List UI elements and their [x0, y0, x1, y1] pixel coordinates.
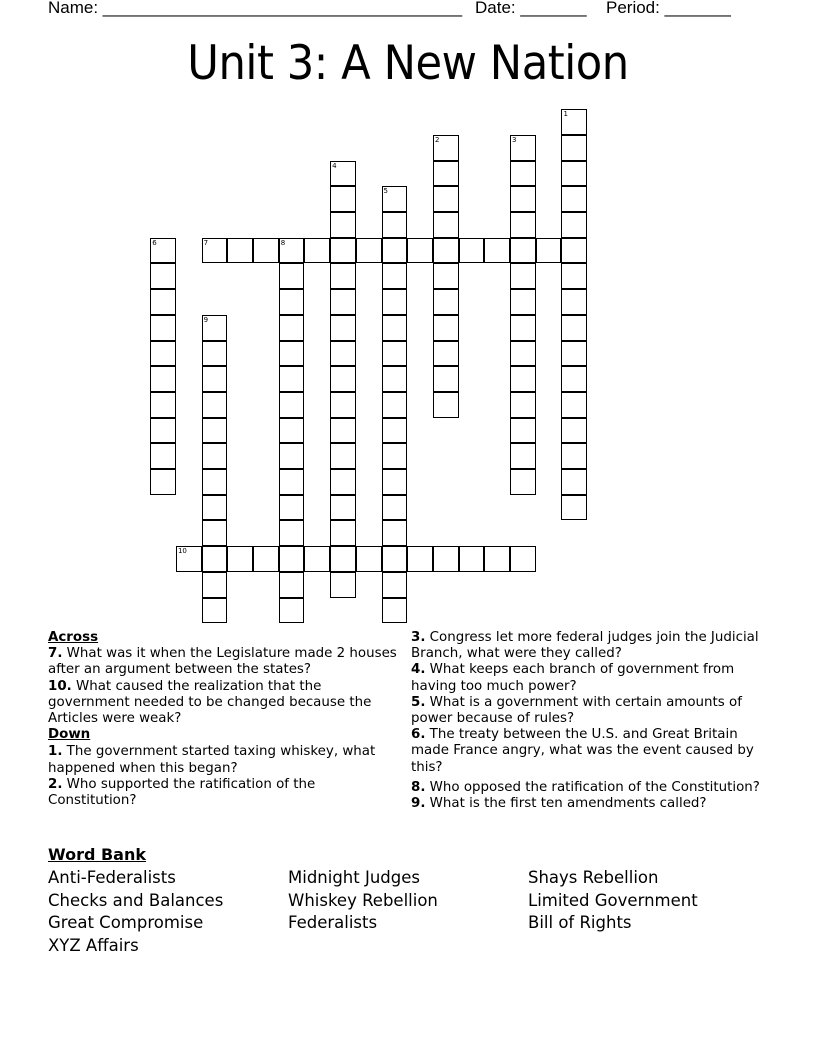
crossword-cell[interactable]	[433, 263, 459, 289]
crossword-cell[interactable]	[227, 238, 253, 264]
crossword-cell[interactable]	[433, 238, 459, 264]
crossword-cell[interactable]	[459, 238, 485, 264]
date-field[interactable]: Date: _______	[475, 0, 587, 17]
crossword-cell[interactable]	[433, 315, 459, 341]
clue-across-7	[48, 646, 403, 678]
crossword-cell[interactable]	[382, 212, 408, 238]
crossword-cell[interactable]	[561, 263, 587, 289]
crossword-cell[interactable]	[150, 263, 176, 289]
crossword-cell[interactable]	[433, 186, 459, 212]
crossword-cell[interactable]	[561, 289, 587, 315]
crossword-cell[interactable]	[279, 572, 305, 598]
crossword-cell[interactable]	[330, 161, 356, 187]
crossword-cell[interactable]	[202, 366, 228, 392]
crossword-cell[interactable]	[279, 238, 305, 264]
clue-down-4	[411, 662, 771, 694]
crossword-cell[interactable]	[330, 238, 356, 264]
clue-number: 2.	[48, 776, 63, 792]
crossword-cell[interactable]	[202, 315, 228, 341]
crossword-cell[interactable]	[202, 572, 228, 598]
crossword-cell[interactable]	[150, 443, 176, 469]
clue-number: 7.	[48, 646, 63, 662]
word-bank-column-2	[288, 867, 438, 935]
word-bank-item: Bill of Rights	[528, 913, 632, 933]
crossword-cell[interactable]	[330, 315, 356, 341]
crossword-cell[interactable]	[510, 341, 536, 367]
clue-text: Congress let more federal judges join the Judicial Branch, what were they called?	[411, 630, 759, 662]
crossword-cell[interactable]	[330, 520, 356, 546]
word-bank-item: Anti-Federalists	[48, 868, 176, 887]
down-heading: Down	[48, 727, 91, 743]
crossword-cell[interactable]	[356, 238, 382, 264]
crossword-cell[interactable]	[382, 186, 408, 212]
crossword-cell[interactable]	[330, 186, 356, 212]
crossword-cell[interactable]	[330, 289, 356, 315]
crossword-cell[interactable]	[382, 572, 408, 598]
crossword-cell[interactable]	[536, 238, 562, 264]
crossword-cell[interactable]	[433, 546, 459, 572]
clue-number-label: 5	[383, 187, 389, 196]
crossword-cell[interactable]	[407, 546, 433, 572]
crossword-cell[interactable]	[279, 392, 305, 418]
clue-across-10	[48, 679, 403, 728]
crossword-cell[interactable]	[202, 546, 228, 572]
clue-down-9	[411, 796, 771, 812]
clue-text: What was it when the Legislature made 2 houses after an argument between the states?	[48, 646, 397, 678]
crossword-cell[interactable]	[202, 392, 228, 418]
crossword-cell[interactable]	[356, 546, 382, 572]
crossword-cell[interactable]	[279, 315, 305, 341]
crossword-cell[interactable]	[382, 238, 408, 264]
clue-number-label: 9	[203, 315, 209, 324]
clue-number: 8.	[411, 779, 426, 795]
crossword-cell[interactable]	[330, 572, 356, 598]
crossword-cell[interactable]	[433, 366, 459, 392]
clue-text: What keeps each branch of government from having too much power?	[411, 662, 735, 694]
name-field[interactable]: Name: ______________________________________	[48, 0, 463, 17]
crossword-cell[interactable]	[279, 469, 305, 495]
clue-number: 9.	[411, 796, 426, 812]
crossword-cell[interactable]	[407, 238, 433, 264]
crossword-cell[interactable]	[150, 366, 176, 392]
crossword-cell[interactable]	[382, 289, 408, 315]
crossword-cell[interactable]	[150, 469, 176, 495]
crossword-cell[interactable]	[202, 495, 228, 521]
crossword-cell[interactable]	[330, 341, 356, 367]
crossword-cell[interactable]	[279, 443, 305, 469]
crossword-cell[interactable]	[561, 469, 587, 495]
crossword-cell[interactable]	[510, 135, 536, 161]
crossword-cell[interactable]	[561, 495, 587, 521]
crossword-cell[interactable]	[330, 469, 356, 495]
word-bank-column-3	[528, 867, 698, 935]
crossword-cell[interactable]	[253, 546, 279, 572]
clue-number: 3.	[411, 630, 426, 645]
crossword-cell[interactable]	[510, 366, 536, 392]
crossword-cell[interactable]	[150, 418, 176, 444]
clue-down-8	[411, 780, 771, 796]
crossword-cell[interactable]	[382, 469, 408, 495]
clue-number: 4.	[411, 662, 426, 678]
crossword-cell[interactable]	[279, 495, 305, 521]
clue-text: What is the first ten amendments called?	[429, 796, 707, 812]
period-field[interactable]: Period: _______	[606, 0, 731, 17]
crossword-cell[interactable]	[304, 546, 330, 572]
crossword-cell[interactable]	[279, 289, 305, 315]
crossword-cell[interactable]	[561, 109, 587, 135]
crossword-cell[interactable]	[561, 135, 587, 161]
crossword-cell[interactable]	[279, 418, 305, 444]
crossword-cell[interactable]	[382, 341, 408, 367]
clues-right	[411, 630, 771, 812]
crossword-cell[interactable]	[150, 289, 176, 315]
crossword-cell[interactable]	[253, 238, 279, 264]
clue-text: What caused the realization that the government needed to be changed because the Articles were weak?	[48, 678, 372, 727]
crossword-cell[interactable]	[382, 546, 408, 572]
clue-text: Who supported the ratification of the Constitution?	[48, 776, 316, 809]
crossword-cell[interactable]	[510, 469, 536, 495]
crossword-cell[interactable]	[510, 392, 536, 418]
crossword-cell[interactable]	[382, 443, 408, 469]
crossword-cell[interactable]	[510, 289, 536, 315]
crossword-cell[interactable]	[330, 418, 356, 444]
crossword-cell[interactable]	[202, 520, 228, 546]
crossword-cell[interactable]	[561, 341, 587, 367]
word-bank-item: Midnight Judges	[288, 868, 420, 887]
crossword-cell[interactable]	[330, 366, 356, 392]
crossword-cell[interactable]	[150, 392, 176, 418]
crossword-cell[interactable]	[202, 341, 228, 367]
crossword-cell[interactable]	[176, 546, 202, 572]
crossword-cell[interactable]	[561, 161, 587, 187]
crossword-cell[interactable]	[150, 315, 176, 341]
crossword-cell[interactable]	[561, 238, 587, 264]
word-bank-title: Word Bank	[48, 845, 147, 864]
crossword-cell[interactable]	[382, 520, 408, 546]
crossword-cell[interactable]	[459, 546, 485, 572]
crossword-cell[interactable]	[279, 341, 305, 367]
crossword-cell[interactable]	[561, 212, 587, 238]
crossword-cell[interactable]	[382, 366, 408, 392]
clue-down-2	[48, 777, 403, 809]
crossword-cell[interactable]	[510, 418, 536, 444]
crossword-cell[interactable]	[382, 495, 408, 521]
crossword-cell[interactable]	[330, 443, 356, 469]
clue-number-label: 1	[563, 110, 568, 119]
crossword-cell[interactable]	[561, 315, 587, 341]
crossword-cell[interactable]	[510, 212, 536, 238]
crossword-cell[interactable]	[279, 546, 305, 572]
clue-text: Who opposed the ratification of the Constitution?	[429, 779, 760, 795]
word-bank-item: Checks and Balances	[48, 890, 224, 910]
clue-number-label: 8	[280, 238, 286, 247]
crossword-cell[interactable]	[202, 469, 228, 495]
page-title: Unit 3: A New Nation	[187, 36, 629, 91]
crossword-cell[interactable]	[382, 598, 408, 624]
clue-number-label: 4	[332, 161, 337, 170]
word-bank-column-1	[48, 867, 223, 957]
word-bank-item: Shays Rebellion	[528, 868, 659, 887]
crossword-cell[interactable]	[433, 161, 459, 187]
crossword-cell[interactable]	[202, 598, 228, 624]
crossword-cell[interactable]	[510, 161, 536, 187]
crossword-cell[interactable]	[330, 212, 356, 238]
crossword-cell[interactable]	[433, 135, 459, 161]
crossword-cell[interactable]	[382, 263, 408, 289]
clue-number: 1.	[48, 744, 63, 760]
clue-down-1	[48, 744, 403, 776]
crossword-cell[interactable]	[510, 546, 536, 572]
crossword-cell[interactable]	[510, 443, 536, 469]
clue-text: The treaty between the U.S. and Great Britain made France angry, what was the event caused by this?	[411, 727, 754, 775]
word-bank-item: Whiskey Rebellion	[288, 890, 438, 910]
word-bank-item: Federalists	[288, 913, 378, 933]
crossword-cell[interactable]	[484, 546, 510, 572]
clue-number: 6.	[411, 727, 426, 743]
crossword-cell[interactable]	[433, 289, 459, 315]
clue-number-label: 2	[434, 135, 440, 144]
word-bank-item: Limited Government	[528, 890, 698, 910]
crossword-cell[interactable]	[561, 392, 587, 418]
clue-down-5	[411, 695, 771, 727]
crossword-cell[interactable]	[330, 546, 356, 572]
crossword-cell[interactable]	[330, 495, 356, 521]
crossword-cell[interactable]	[433, 212, 459, 238]
clue-down-3	[411, 630, 771, 662]
crossword-cell[interactable]	[150, 238, 176, 264]
crossword-cell[interactable]	[202, 238, 228, 264]
crossword-cell[interactable]	[382, 418, 408, 444]
crossword-cell[interactable]	[279, 598, 305, 624]
crossword-cell[interactable]	[561, 443, 587, 469]
crossword-cell[interactable]	[227, 546, 253, 572]
crossword-cell[interactable]	[382, 315, 408, 341]
crossword-cell[interactable]	[510, 186, 536, 212]
crossword-cell[interactable]	[279, 520, 305, 546]
crossword-cell[interactable]	[510, 263, 536, 289]
crossword-cell[interactable]	[561, 418, 587, 444]
crossword-cell[interactable]	[484, 238, 510, 264]
crossword-cell[interactable]	[330, 392, 356, 418]
clue-down-6	[411, 727, 771, 776]
crossword-cell[interactable]	[382, 392, 408, 418]
crossword-cell[interactable]	[150, 341, 176, 367]
clue-number-label: 10	[177, 547, 187, 556]
crossword-cell[interactable]	[561, 186, 587, 212]
crossword-cell[interactable]	[202, 418, 228, 444]
word-bank-item: XYZ Affairs	[48, 935, 139, 955]
across-heading: Across	[48, 630, 99, 645]
clue-number: 10.	[48, 678, 72, 694]
crossword-cell[interactable]	[433, 341, 459, 367]
clue-number-label: 6	[152, 238, 157, 247]
crossword-cell[interactable]	[279, 366, 305, 392]
clue-number-label: 3	[512, 135, 517, 144]
crossword-cell[interactable]	[202, 443, 228, 469]
word-bank-item: Great Compromise	[48, 913, 204, 933]
clue-text: The government started taxing whiskey, what happened when this began?	[48, 744, 376, 776]
clue-number-label: 7	[203, 238, 209, 247]
clue-number: 5.	[411, 694, 426, 710]
clue-text: What is a government with certain amounts of power because of rules?	[411, 694, 742, 727]
crossword-cell[interactable]	[304, 238, 330, 264]
crossword-cell[interactable]	[561, 366, 587, 392]
crossword-cell[interactable]	[279, 263, 305, 289]
crossword-cell[interactable]	[330, 263, 356, 289]
crossword-cell[interactable]	[510, 315, 536, 341]
crossword-cell[interactable]	[510, 238, 536, 264]
crossword-cell[interactable]	[433, 392, 459, 418]
clues-left	[48, 630, 403, 809]
